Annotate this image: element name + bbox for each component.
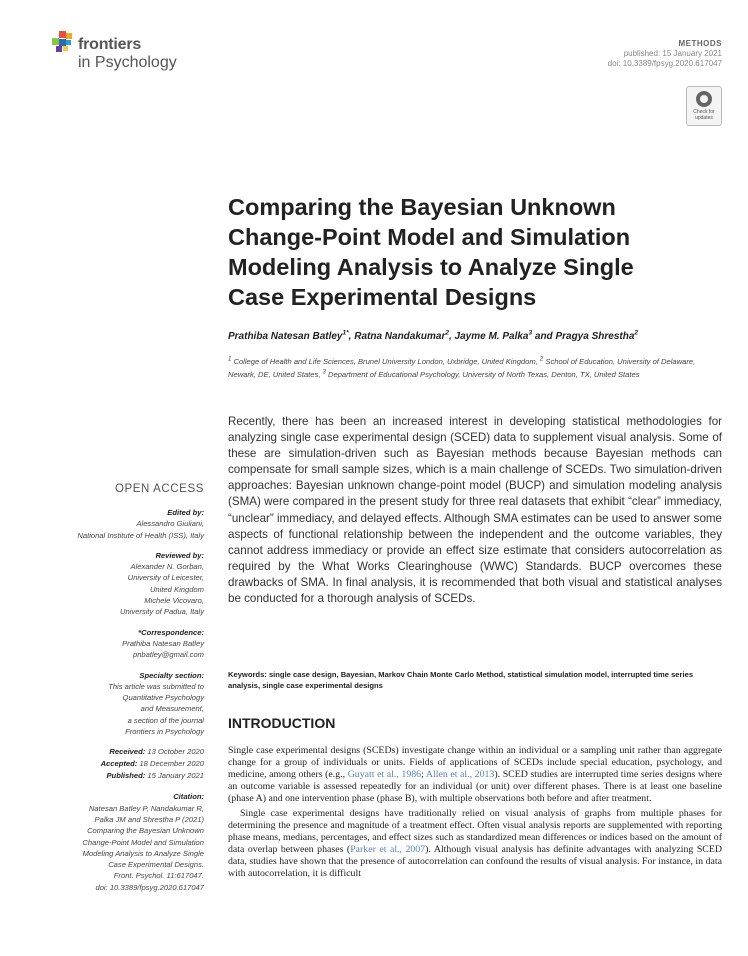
body-text-run: Single case experimental designs have traditionally relied on visual analysis of graphs from multiple phases for determining the presence and magnitude of a treatment effect. Often visual analysis reports are supplemented with reporting phase means, medians, percentages, and effect sizes such as standardized mean differences or indices based on the amount of data overlap between phases ( bbox=[228, 808, 722, 855]
author-separator: and bbox=[532, 331, 556, 342]
article-meta bbox=[422, 39, 722, 69]
abstract: Recently, there has been an increased interest in developing statistical methodologies for analyzing single case experimental design (SCED) data to supplement visual analysis. Some of these are simulation-driven such as Bayesian methods because Bayesian methods can compensate for small sample sizes, which is a main challenge of SCEDs. Two simulation-driven approaches: Bayesian unknown change-point model (BUCP) and simulation modeling analysis (SMA) were compared in the present study for three real datasets that exhibit “clear” immediacy, “unclear” immediacy, and delayed effects. Although SMA estimates can be used to answer some aspects of functional relationship between the independent and the outcome variables, they cannot address immediacy or provide an effect size estimate that considers autocorrelation as required by the What Works Clearinghouse (WWC) Standards. BUCP overcomes these drawbacks of SMA. In final analysis, it is recommended that both visual and statistical analyses be conducted for a thorough analysis of SCEDs. bbox=[228, 415, 722, 606]
citation-link[interactable]: Guyatt et al., 1986 bbox=[347, 769, 422, 780]
edited-by: Edited by: Alessandro Giuliani, National Institute of Health (ISS), Italy bbox=[77, 508, 204, 540]
updates-label: Check for updates bbox=[693, 109, 715, 121]
article-title bbox=[228, 192, 728, 312]
affiliation: College of Health and Life Sciences, Brunel University London, Uxbridge, United Kingdom, bbox=[231, 357, 540, 366]
title-line: Case Experimental Designs bbox=[228, 284, 537, 310]
section-heading-introduction: INTRODUCTION bbox=[228, 715, 336, 731]
citation-link[interactable]: Parker et al., 2007 bbox=[350, 844, 426, 855]
body-paragraph bbox=[228, 808, 722, 880]
keywords bbox=[228, 669, 722, 691]
author-name[interactable]: Pragya Shrestha bbox=[555, 331, 635, 342]
author-affiliation-mark: 3 bbox=[528, 329, 533, 337]
author-list bbox=[228, 331, 728, 342]
logo-word-frontiers: frontiers bbox=[78, 36, 142, 53]
journal-logo bbox=[52, 31, 202, 75]
author-affiliation-mark: 1* bbox=[342, 329, 349, 337]
updates-icon bbox=[696, 91, 712, 107]
author-affiliation-mark: 2 bbox=[445, 329, 449, 337]
citation-link[interactable]: Allen et al., 2013 bbox=[425, 769, 495, 780]
check-for-updates-button[interactable] bbox=[686, 86, 722, 126]
frontiers-logo-icon bbox=[52, 31, 74, 53]
published-date: published: 15 January 2021 bbox=[623, 49, 722, 58]
author-name[interactable]: Ratna Nandakumar bbox=[354, 331, 446, 342]
author-name[interactable]: Prathiba Natesan Batley bbox=[228, 331, 343, 342]
article-info-sidebar bbox=[26, 482, 204, 902]
affiliation: Department of Educational Psychology, University of North Texas, Denton, TX, United States bbox=[325, 369, 640, 379]
open-access-label: OPEN ACCESS bbox=[114, 483, 204, 495]
author-name[interactable]: Jayme M. Palka bbox=[454, 331, 529, 342]
keywords-label: Keywords: bbox=[228, 670, 267, 679]
logo-word-journal: in Psychology bbox=[78, 54, 177, 71]
reviewed-by: Reviewed by: Alexander N. Gorban, University of Leicester, United Kingdom Michele Vicovaro, University of Padua, Italy bbox=[120, 550, 204, 617]
introduction-body bbox=[228, 745, 722, 880]
keywords-list: single case design, Bayesian, Markov Chain Monte Carlo Method, statistical simulation model, interrupted time series analysis, single case experimental designs bbox=[228, 670, 694, 690]
body-paragraph bbox=[228, 745, 722, 805]
author-affiliation-mark: 2 bbox=[634, 329, 639, 337]
citation: Citation: Natesan Batley P, Nandakumar R, Palka JM and Shrestha P (2021) Comparing the Bayesian Unknown Change-Point Model and Simulation Modeling Analysis to Analyze Single Case Experimental Designs. Front. Psychol. 11:617047. doi: 10.3389/fpsyg.2020.617047 bbox=[26, 791, 204, 893]
author-separator: , bbox=[448, 331, 455, 342]
author-separator: , bbox=[348, 331, 355, 342]
title-line: Modeling Analysis to Analyze Single bbox=[228, 254, 634, 280]
body-text-run: ; bbox=[421, 769, 426, 780]
specialty-section: Specialty section: This article was submitted to Quantitative Psychology and Measurement, a section of the journal Frontiers in Psychology bbox=[108, 670, 204, 737]
correspondence: *Correspondence: Prathiba Natesan Batley pnbatley@gmail.com bbox=[26, 627, 204, 661]
article-dates: Received: 13 October 2020 Accepted: 18 December 2020 Published: 15 January 2021 bbox=[100, 747, 204, 781]
title-line: Change-Point Model and Simulation bbox=[228, 224, 631, 250]
affiliation: School of Education, University of Delaware, Newark, DE, United States, bbox=[228, 357, 696, 379]
body-text-run: ). SCED studies are interrupted time series designs where an outcome variable is assessed repeatedly for an individual (or unit) over different phases. There is at least one baseline (phase A) and one intervention phase (phase B), with multiple observations both before and after treatment. bbox=[228, 769, 723, 804]
correspondence-email[interactable]: pnbatley@gmail.com bbox=[132, 650, 204, 660]
article-doi[interactable]: doi: 10.3389/fpsyg.2020.617047 bbox=[607, 59, 722, 68]
body-text-run: Single case experimental designs (SCEDs) investigate change within an individual or a sampling unit rather than aggregate change for a group of individuals or units. Fields of applications of SCEDs include special education, psychology, and medicine, among others (e.g., bbox=[228, 745, 722, 780]
body-text-run: ). Although visual analysis has definite advantages with analyzing SCED data, studies have shown that the presence of autocorrelation can confound the results of visual analysis. For instance, in data with autocorrelation, it is difficult bbox=[228, 844, 722, 879]
title-line: Comparing the Bayesian Unknown bbox=[228, 194, 616, 220]
citation-doi[interactable]: doi: 10.3389/fpsyg.2020.617047 bbox=[95, 882, 204, 892]
article-section: METHODS bbox=[678, 39, 722, 48]
affiliations: $^1$ College of Health and Life Sciences, Brunel University London, Uxbridge, United Kingdom, $^2$ School of Education, University of Delaware, Newark, DE, United States, $^3$ Department of Educational Psychology, University of North Texas, Denton, TX, United States bbox=[228, 356, 696, 379]
